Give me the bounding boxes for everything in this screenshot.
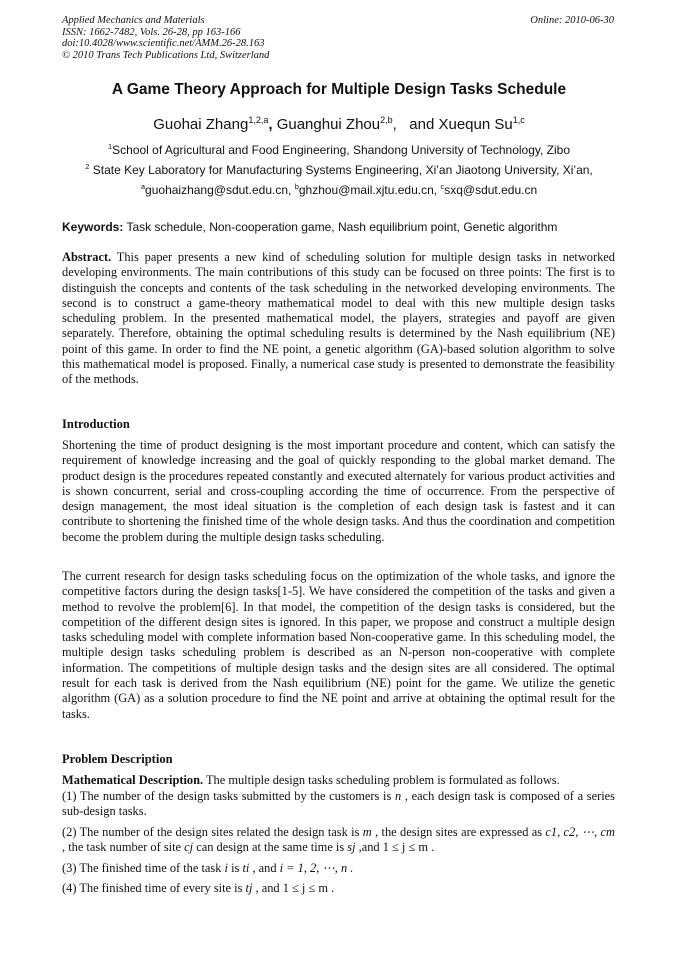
intro-paragraph-2: The current research for design tasks scheduling focus on the optimization of the whole tasks, and ignore the competitive factors during the design tasks[1-5]. We have considered the competition of the tasks and given a method to revolve the problem[6]. In that model, the competition of the design tasks is considered, but the competition of the different design sites is ignored. In this paper, we propose and construct a multiple design tasks scheduling model with complete information based Non-cooperative game. In this scheduling model, the multiple design tasks scheduling problem is described as an N-person non-cooperative with complete information. The competitions of multiple design tasks and the design sites are all considered. The optimal result for each task is derived from the Nash equilibrium (NE) point for the game. We utilize the genetic algorithm (GA) as a solution procedure to find the NE point and arrive at obtaining the optimal result for the tasks. [62,569,615,721]
abstract-text: This paper presents a new kind of scheduling solution for multiple design tasks in networked developing environments. The main contributions of this study can be focused on three points: The first is to distinguish the concepts and contents of the task scheduling in the networked developing environments. The second is to construct a game-theory mathematical model to deal with this new multiple design tasks scheduling problem. In the presented mathematical model, the players, strategies and payoff are given separately. Therefore, obtaining the optimal scheduling results is determined by the Nash equilibrium (NE) point of this game. In order to find the NE point, a genetic algorithm (GA)-based solution algorithm to solve this mathematical model is proposed. Finally, a numerical case study is presented to demonstrate the feasibility of the methods. [62,250,615,387]
email-link[interactable]: sxq@sdut.edu.cn [444,183,538,197]
journal-header [62,15,269,61]
affiliation-1: $^1$School of Agricultural and Food Engineering, Shandong University of Technology, Zibo [107,142,570,157]
email-link[interactable]: guohaizhang@sdut.edu.cn, [145,183,292,197]
author-list: Guohai Zhang$^{1,2,a}$, Guanghui Zhou$^{2,b}$, and Xuequn Su$^{1,c}$ [153,115,525,133]
keywords-label: Keywords: [62,220,124,234]
list-item: (1) The number of the design tasks submitted by the customers is n , each design task is composed of a series sub-design tasks. [62,789,615,819]
keywords [62,220,618,234]
list-item: (4) The finished time of every site is tj , and 1 ≤ j ≤ m . [62,881,335,895]
copyright: © 2010 Trans Tech Publications Ltd, Switzerland [62,49,270,61]
list-item: (2) The number of the design sites related the design task is m , the design sites are expressed as c1, c2, ⋯, cm , the task number of site cj can design at the same time is sj ,and 1 ≤ j ≤ m . [62,825,615,855]
author-name: and Xuequn Su [409,116,513,133]
paper-title: A Game Theory Approach for Multiple Design Tasks Schedule [111,81,567,98]
math-description: Mathematical Description. The multiple design tasks scheduling problem is formulated as follows. [62,773,560,787]
online-date: Online: 2010-06-30 [530,15,614,26]
affiliation-2: $^2$ State Key Laboratory for Manufacturing Systems Engineering, Xi’an Jiaotong University, Xi’an, [85,162,593,177]
abstract-label: Abstract. [62,250,112,264]
email-link[interactable]: ghzhou@mail.xjtu.edu.cn, [298,183,438,197]
doi: doi:10.4028/www.scientific.net/AMM.26-28.163 [62,38,265,49]
section-heading-introduction: Introduction [62,417,130,431]
journal-name: Applied Mechanics and Materials [62,15,205,26]
author-name: Guanghui Zhou [276,116,381,133]
author-affil-sup: 1,c [512,115,525,125]
abstract [62,250,615,388]
author-affil-sup: 2,b [380,115,393,125]
author-affil-sup: 1,2,a [248,115,269,125]
author-emails: $^a$guohaizhang@sdut.edu.cn, $^b$ghzhou@mail.xjtu.edu.cn, $^c$sxq@sdut.edu.cn [140,182,538,197]
list-item: (3) The finished time of the task i is ti , and i = 1, 2, ⋯, n . [62,861,354,875]
intro-paragraph-1: Shortening the time of product designing is the most important procedure and content, which can satisfy the requirement of knowledge increasing and the goal of quickly responding to the global market demand. The product design is the procedures repeated constantly and executed alternately for various product activities and is shown concurrent, serial and cross-coupling according the time of occurrence. From the perspective of design management, the most ideal situation is the completion of each design task is fastest and it can contribute to shortening the finished time of the whole design tasks. And thus the coordination and competition become the problem during the multiple design tasks scheduling. [62,438,615,544]
math-description-label: Mathematical Description. [62,773,204,787]
section-heading-problem: Problem Description [62,752,173,766]
issn: ISSN: 1662-7482, Vols. 26-28, pp 163-166 [62,26,241,38]
author-name: Guohai Zhang [153,116,249,133]
keywords-text: Task schedule, Non-cooperation game, Nash equilibrium point, Genetic algorithm [126,220,558,234]
